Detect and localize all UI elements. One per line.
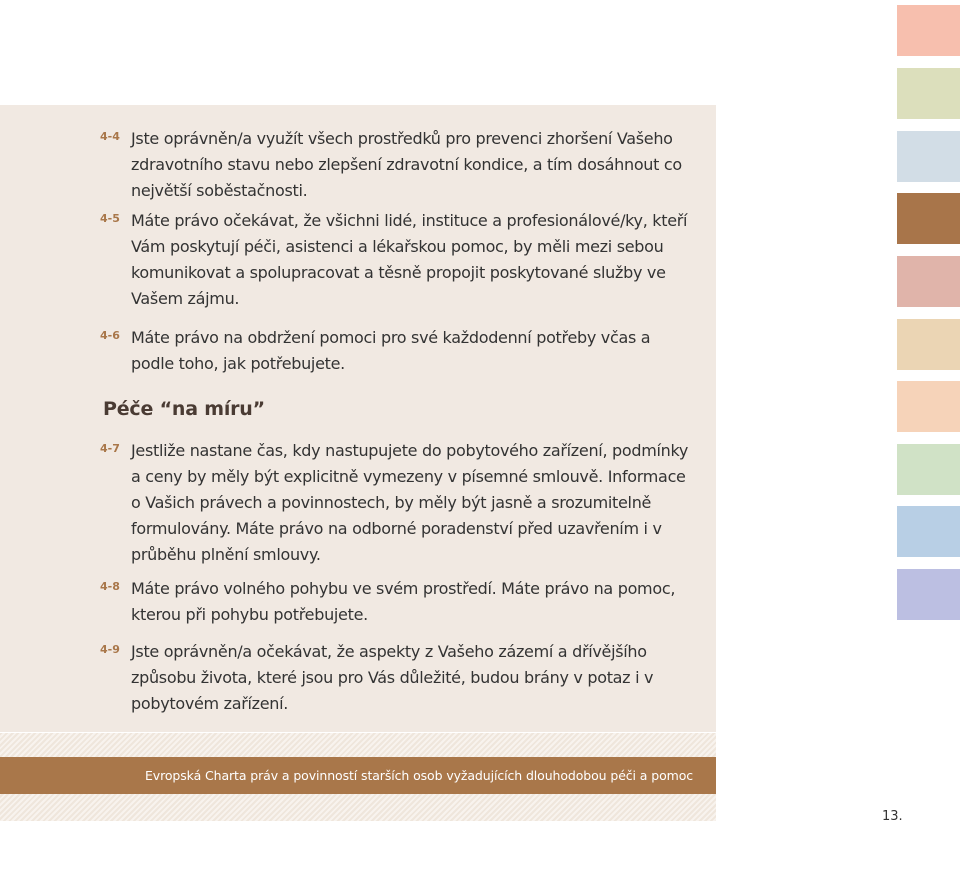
item-number: 4-7 [100, 442, 120, 455]
list-item [100, 438, 690, 568]
item-number: 4-9 [100, 643, 120, 656]
item-number: 4-8 [100, 580, 120, 593]
item-text: Jste oprávněn/a očekávat, že aspekty z Vašeho zázemí a dřívějšího způsobu života, které jsou pro Vás důležité, budou brány v potaz i v pobytovém zařízení. [131, 642, 654, 713]
color-swatch [897, 68, 960, 119]
page-number: 13. [882, 809, 903, 824]
item-text: Máte právo volného pohybu ve svém prostředí. Máte právo na pomoc, kterou při pohybu potřebujete. [131, 579, 676, 624]
item-text: Jestliže nastane čas, kdy nastupujete do pobytového zařízení, podmínky a ceny by měly být explicitně vymezeny v písemné smlouvě. Informace o Vašich právech a povinnostech, by měly být jasně a srozumitelně formulovány. Máte právo na odborné poradenství před uzavřením i v průběhu plnění smlouvy. [131, 441, 689, 564]
color-swatch [897, 381, 960, 432]
list-item [100, 126, 690, 204]
section-heading: Péče “na míru” [103, 398, 265, 420]
item-number: 4-6 [100, 329, 120, 342]
item-number: 4-4 [100, 130, 120, 143]
list-item [100, 325, 690, 377]
item-text: Jste oprávněn/a využít všech prostředků pro prevenci zhoršení Vašeho zdravotního stavu nebo zlepšení zdravotní kondice, a tím dosáhnout co největší soběstačnosti. [131, 129, 682, 200]
color-swatch [897, 319, 960, 370]
footer-title: Evropská Charta práv a povinností starších osob vyžadujících dlouhodobou péči a pomoc [145, 768, 694, 783]
list-item [100, 639, 690, 717]
color-swatch [897, 444, 960, 495]
item-text: Máte právo na obdržení pomoci pro své každodenní potřeby včas a podle toho, jak potřebujete. [131, 328, 651, 373]
color-swatch [897, 569, 960, 620]
list-item [100, 576, 690, 628]
item-text: Máte právo očekávat, že všichni lidé, instituce a profesionálové/ky, kteří Vám poskytují péči, asistenci a lékařskou pomoc, by měli mezi sebou komunikovat a spolupracovat a těsně propojit poskytované služby ve Vašem zájmu. [131, 211, 688, 308]
footer-bar [0, 757, 716, 794]
list-item [100, 208, 690, 312]
color-swatch [897, 256, 960, 307]
color-swatch [897, 131, 960, 182]
color-swatch [897, 193, 960, 244]
color-swatch [897, 5, 960, 56]
item-number: 4-5 [100, 212, 120, 225]
color-swatch [897, 506, 960, 557]
